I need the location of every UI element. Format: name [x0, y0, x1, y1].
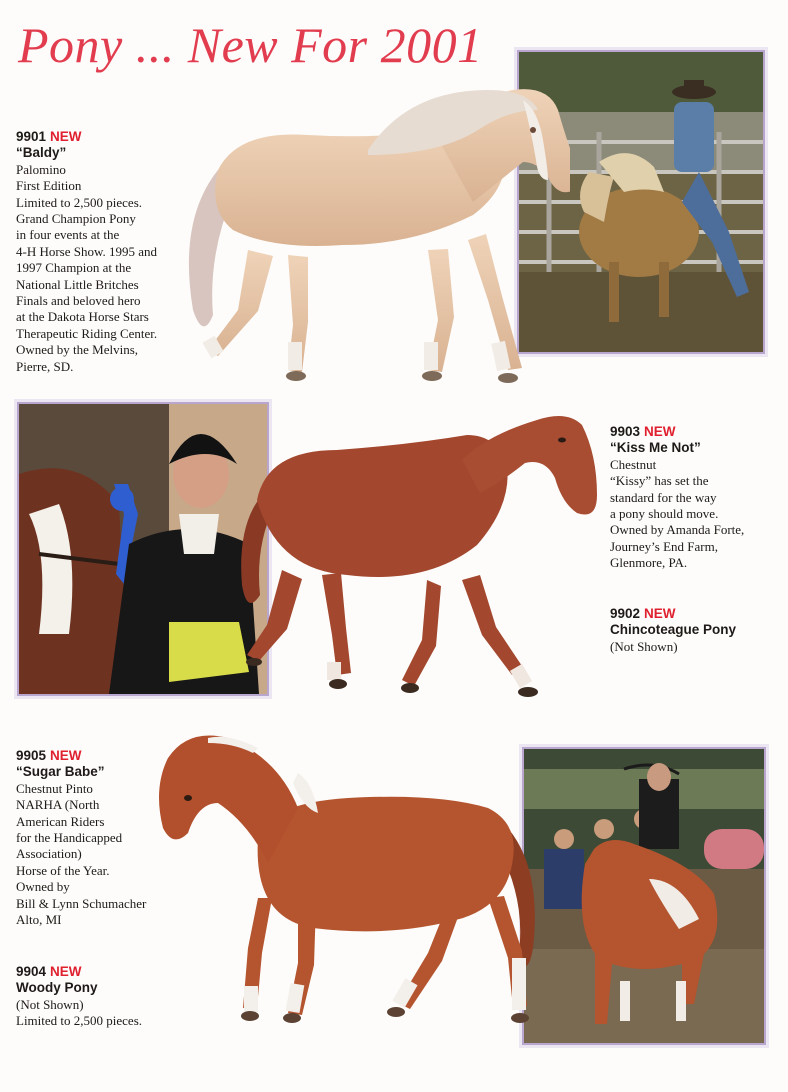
item-code: 9905: [16, 748, 47, 763]
item-desc-line: Limited to 2,500 pieces.: [16, 1013, 143, 1029]
item-desc-line: Therapeutic Riding Center.: [16, 325, 158, 341]
new-badge: NEW: [644, 424, 676, 439]
item-name: “Sugar Babe”: [16, 764, 105, 780]
item-desc-line: in four events at the: [16, 227, 120, 243]
entry-9901: [16, 129, 157, 375]
entry-9905: [16, 748, 146, 928]
item-name: “Baldy”: [16, 145, 67, 161]
item-code: 9901: [16, 129, 47, 144]
item-desc-line: Pierre, SD.: [16, 358, 74, 374]
new-badge: NEW: [644, 606, 676, 621]
item-desc-line: Glenmore, PA.: [610, 555, 688, 571]
item-desc-line: Finals and beloved hero: [16, 293, 141, 309]
item-desc-line: Grand Champion Pony: [16, 211, 136, 227]
item-desc-line: standard for the way: [610, 489, 717, 505]
item-desc-line: (Not Shown): [610, 638, 678, 654]
item-code: 9903: [610, 424, 641, 439]
item-desc-line: Owned by: [16, 879, 70, 895]
item-desc-line: Chestnut: [610, 456, 657, 472]
item-code: 9904: [16, 964, 47, 979]
item-name: “Kiss Me Not”: [610, 440, 701, 456]
item-desc-line: Association): [16, 846, 82, 862]
item-desc-line: Horse of the Year.: [16, 862, 110, 878]
item-desc-line: 4-H Horse Show. 1995 and: [16, 243, 158, 259]
item-desc-line: for the Handicapped: [16, 830, 123, 846]
item-desc-line: (Not Shown): [16, 996, 84, 1012]
item-desc-line: Palomino: [16, 161, 66, 177]
item-desc-line: “Kissy” has set the: [610, 473, 709, 489]
item-code: 9902: [610, 606, 641, 621]
baldy-horse-model: [178, 80, 570, 392]
item-desc-line: a pony should move.: [610, 506, 719, 522]
item-name: Chincoteague Pony: [610, 622, 737, 638]
item-desc-line: NARHA (North: [16, 797, 100, 813]
item-desc-line: 1997 Champion at the: [16, 260, 132, 276]
new-badge: NEW: [50, 129, 82, 144]
entry-9904: [16, 964, 142, 1030]
item-desc-line: American Riders: [16, 813, 105, 829]
page-title: Pony ... New For 2001: [18, 17, 483, 73]
item-desc-line: First Edition: [16, 178, 82, 194]
sugar-babe-horse-model: [148, 728, 550, 1048]
new-badge: NEW: [50, 748, 82, 763]
item-desc-line: Journey’s End Farm,: [610, 538, 718, 554]
entry-9903: [610, 424, 744, 572]
item-name: Woody Pony: [16, 980, 98, 996]
new-badge: NEW: [50, 964, 82, 979]
item-desc-line: Bill & Lynn Schumacher: [16, 895, 147, 911]
item-desc-line: Chestnut Pinto: [16, 780, 93, 796]
item-desc-line: Limited to 2,500 pieces.: [16, 194, 143, 210]
show-ring-photo: [522, 747, 766, 1045]
item-desc-line: Owned by the Melvins,: [16, 342, 139, 358]
entry-9902: [610, 606, 736, 655]
item-desc-line: Alto, MI: [16, 912, 62, 928]
item-desc-line: National Little Britches: [16, 276, 139, 292]
kiss-me-not-horse-model: [232, 400, 604, 710]
item-desc-line: at the Dakota Horse Stars: [16, 309, 149, 325]
item-desc-line: Owned by Amanda Forte,: [610, 522, 745, 538]
